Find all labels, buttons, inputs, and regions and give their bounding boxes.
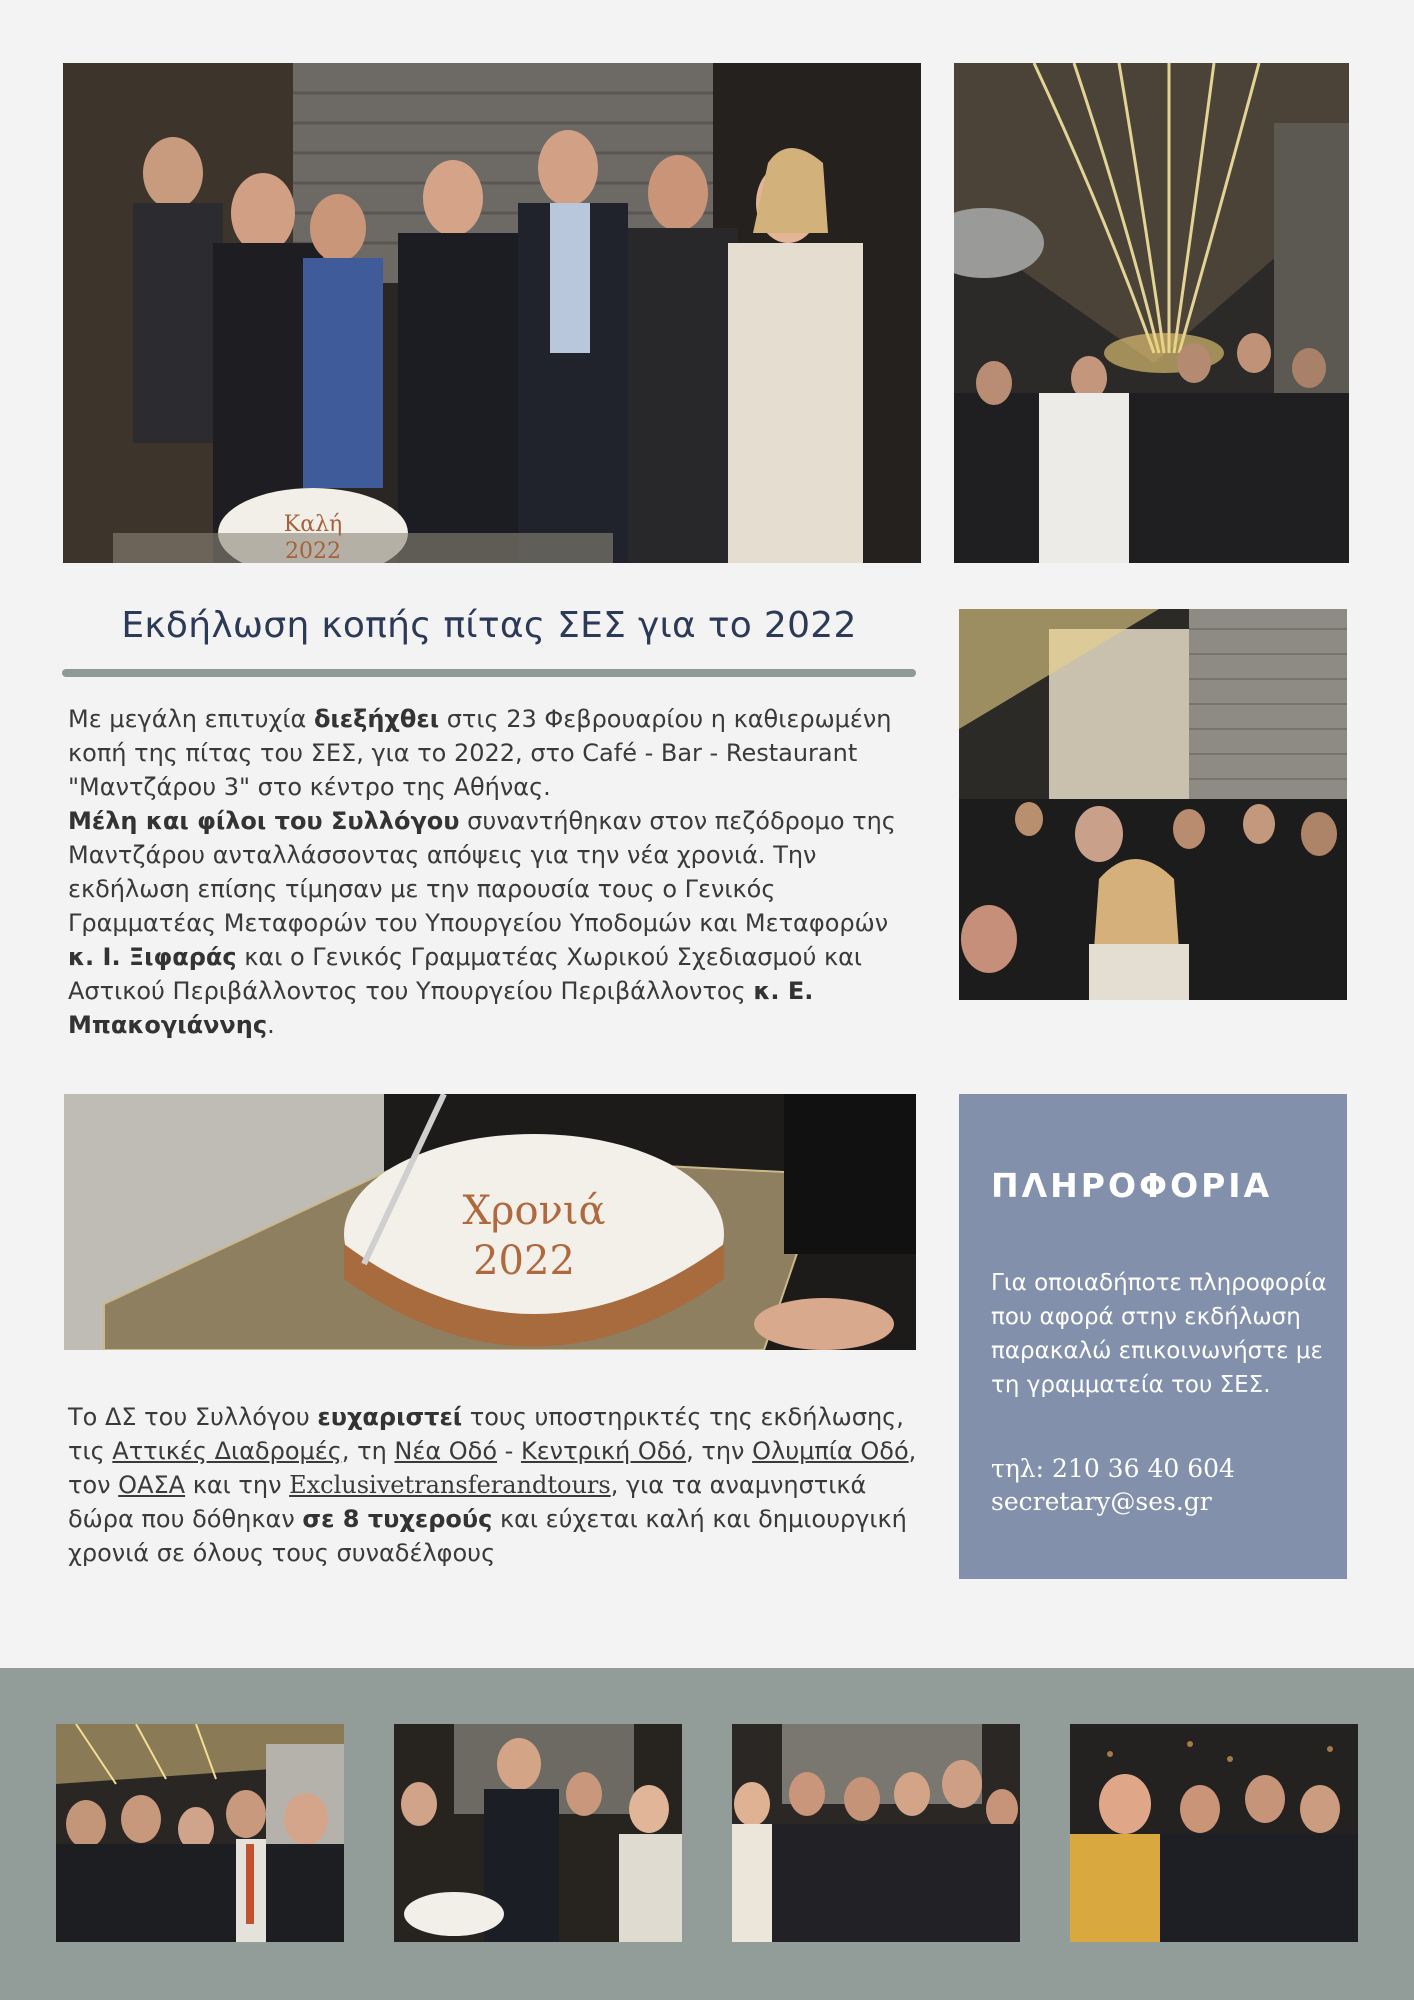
- gallery-thumb-4[interactable]: [1070, 1724, 1358, 1942]
- link-oasa[interactable]: ΟΑΣΑ: [118, 1471, 186, 1499]
- cake-text-line1: Καλή: [283, 512, 343, 537]
- thanks-text: , την: [686, 1437, 753, 1465]
- intro-bold-bakoyannis: κ. Ε. Μπακογιάννης: [68, 977, 814, 1039]
- intro-bold-members: Μέλη και φίλοι του Συλλόγου: [68, 807, 460, 835]
- thanks-text: , τον: [68, 1437, 917, 1499]
- crowd-photo: [959, 609, 1347, 1000]
- link-kentriki-odos[interactable]: Κεντρική Οδό: [520, 1437, 687, 1465]
- intro-bold-xifaras: κ. Ι. Ξιφαράς: [68, 943, 237, 971]
- link-attikes-diadromes[interactable]: Αττικές Διαδρομές: [112, 1437, 342, 1465]
- info-title: ΠΛΗΡΟΦΟΡΙΑ: [991, 1166, 1273, 1205]
- info-box: [959, 1094, 1347, 1579]
- thanks-text: Το ΔΣ του Συλλόγου: [68, 1403, 318, 1431]
- article-title: Εκδήλωση κοπής πίτας ΣΕΣ για το 2022: [121, 605, 857, 646]
- thanks-bold-lucky: σε 8 τυχερούς: [302, 1505, 493, 1533]
- intro-bold-held: διεξήχθει: [313, 705, 440, 733]
- article-thanks: [68, 1400, 920, 1570]
- gallery-thumb-1[interactable]: [56, 1724, 344, 1942]
- cake-cutting-photo: [64, 1094, 916, 1350]
- gallery-thumb-3[interactable]: [732, 1724, 1020, 1942]
- link-olympia-odos[interactable]: Ολυμπία Οδό: [752, 1437, 909, 1465]
- intro-text: .: [267, 1011, 275, 1039]
- thanks-text: -: [497, 1437, 521, 1465]
- intro-text: συναντήθηκαν στον πεζόδρομο της Μαντζάρου ανταλλάσσοντας απόψεις για την νέα χρονιά. Την εκδήλωση επίσης τίμησαν με την παρουσία τους ο Γενικός Γραμματέας Μεταφορών του Υπουργείου Υποδομών και Μεταφορών: [68, 807, 896, 937]
- cake-text-year-2: 2022: [473, 1238, 575, 1284]
- cake-text-year: 2022: [285, 539, 341, 563]
- article-intro: [68, 702, 920, 1042]
- thanks-bold: ευχαριστεί: [317, 1403, 463, 1431]
- info-email[interactable]: secretary@ses.gr: [991, 1487, 1212, 1516]
- group-photo-main: [63, 63, 921, 563]
- thanks-text: και την: [185, 1471, 290, 1499]
- link-nea-odos[interactable]: Νέα Οδό: [394, 1437, 498, 1465]
- cake-text-wish: Χρονιά: [462, 1188, 606, 1234]
- street-lights-photo: [954, 63, 1349, 563]
- info-description: Για οποιαδήποτε πληροφορία που αφορά στην εκδήλωση παρακαλώ επικοινωνήστε με τη γραμματεία του ΣΕΣ.: [991, 1270, 1327, 1398]
- intro-text: Με μεγάλη επιτυχία: [68, 705, 314, 733]
- intro-text: και ο Γενικός Γραμματέας Χωρικού Σχεδιασμού και Αστικού Περιβάλλοντος του Υπουργείου Περιβάλλοντος: [68, 943, 863, 1005]
- title-divider: [62, 669, 916, 677]
- gallery-thumb-2[interactable]: [394, 1724, 682, 1942]
- link-exclusive-transfer[interactable]: Exclusivetransferandtours: [289, 1471, 611, 1499]
- thanks-text: και εύχεται καλή και δημιουργική χρονιά σε όλους τους συναδέλφους: [68, 1505, 907, 1567]
- intro-text: στις 23 Φεβρουαρίου η καθιερωμένη κοπή της πίτας του ΣΕΣ, για το 2022, στο Café - Bar - Restaurant "Μαντζάρου 3" στο κέντρο της Αθήνας.: [68, 705, 892, 801]
- info-phone[interactable]: τηλ: 210 36 40 604: [991, 1454, 1235, 1483]
- thanks-text: , για τα αναμνηστικά δώρα που δόθηκαν: [68, 1471, 867, 1533]
- thanks-text: τους υποστηρικτές της εκδήλωσης, τις: [68, 1403, 904, 1465]
- thanks-text: , τη: [341, 1437, 395, 1465]
